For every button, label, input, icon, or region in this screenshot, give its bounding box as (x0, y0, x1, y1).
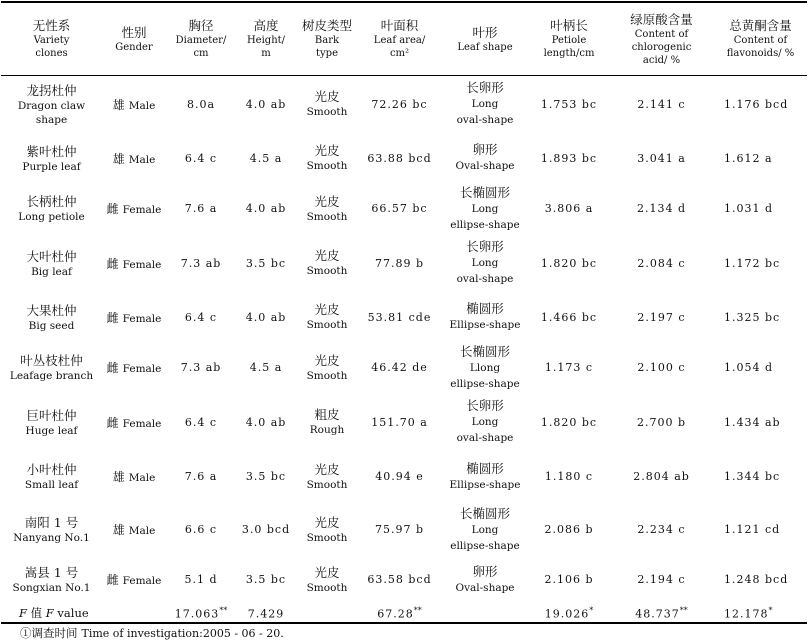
variety-name-cell: 叶丛枝杜仲 Leafage branch (9, 353, 94, 382)
bark-cell: 光皮 Smooth (306, 461, 348, 491)
flavonoids-cell: 1.172 bc (724, 256, 781, 270)
f-value-label: F 值 F value (19, 606, 89, 620)
bark-cell: 粗皮 Rough (309, 407, 345, 436)
gender-cell: 雄 Male (112, 97, 156, 112)
header-petiole: 叶柄长 Petiole length/cm (543, 18, 595, 59)
diameter-cell: 6.4 c (184, 310, 218, 324)
height-cell: 3.0 bcd (241, 523, 291, 536)
f-value-gender (102, 602, 166, 624)
table-row (1, 342, 807, 393)
header-height: 高度 Height/ m (246, 18, 286, 59)
leaf-area-cell: 46.42 de (371, 361, 428, 374)
flavonoids-cell: 1.176 bcd (724, 97, 789, 111)
leaf-area-cell: 72.26 bc (371, 97, 428, 111)
diameter-cell: 7.3 ab (180, 256, 222, 270)
bark-cell: 光皮 Smooth (306, 564, 348, 594)
leaf-shape-cell: 长卵形 Long oval-shape (456, 80, 514, 126)
f-value-leaf-area: 67.28** (377, 605, 422, 621)
bark-cell: 光皮 Smooth (306, 352, 348, 382)
height-cell: 4.0 ab (245, 97, 287, 111)
table-row (1, 292, 807, 342)
header-leaf-area: 叶面积 Leaf area/ cm² (373, 18, 426, 59)
petiole-cell: 2.086 b (544, 523, 594, 536)
gender-cell: 雌 Female (106, 415, 162, 430)
gender-cell: 雌 Female (106, 361, 162, 375)
leaf-shape-cell: 卵形 Oval-shape (455, 563, 515, 594)
petiole-cell: 1.893 bc (540, 151, 598, 165)
header-chlorogenic: 绿原酸含量 Content of chlorogenic acid/ % (630, 11, 693, 66)
header-leaf-shape: 叶形 Leaf shape (457, 24, 513, 53)
table-row (1, 502, 807, 557)
header-bark: 树皮类型 Bark type (301, 18, 352, 59)
variety-name-cell: 紫叶杜仲 Purple leaf (22, 143, 81, 173)
leaf-shape-cell: 椭圆形 Ellipse-shape (449, 460, 521, 491)
petiole-cell: 1.180 c (544, 470, 594, 483)
bark-cell: 光皮 Smooth (306, 514, 348, 544)
diameter-cell: 6.6 c (184, 523, 218, 536)
leaf-shape-cell: 长椭圆形 Long ellipse-shape (450, 184, 520, 231)
f-value-bark (296, 602, 358, 624)
gender-cell: 雄 Male (112, 470, 156, 484)
leaf-shape-cell: 长卵形 Long oval-shape (456, 398, 514, 444)
diameter-cell: 6.4 c (184, 415, 218, 429)
leaf-shape-cell: 卵形 Oval-shape (455, 142, 515, 172)
table-row (1, 183, 807, 234)
leaf-area-cell: 53.81 cde (367, 310, 432, 324)
table-row (1, 234, 807, 292)
height-cell: 3.5 bc (245, 470, 287, 483)
height-cell: 4.0 ab (245, 310, 287, 324)
table-row (1, 393, 807, 451)
height-cell: 3.5 bc (245, 256, 287, 270)
gender-cell: 雄 Male (112, 523, 156, 537)
diameter-cell: 5.1 d (184, 573, 218, 586)
f-value-leaf-shape (441, 602, 529, 624)
leaf-area-cell: 63.58 bcd (367, 573, 432, 586)
chlorogenic-cell: 2.134 d (636, 202, 687, 215)
table-row (1, 451, 807, 502)
height-cell: 4.0 ab (245, 415, 287, 429)
flavonoids-cell: 1.054 d (724, 361, 774, 374)
leaf-shape-cell: 长椭圆形 Llong ellipse-shape (450, 343, 520, 390)
table-row (1, 75, 807, 133)
leaf-area-cell: 40.94 e (375, 470, 424, 483)
header-variety: 无性系 Variety clones (32, 18, 71, 59)
petiole-cell: 1.466 bc (540, 310, 598, 324)
gender-cell: 雌 Female (106, 256, 162, 271)
leaf-shape-cell: 椭圆形 Ellipse-shape (449, 301, 521, 331)
variety-name-cell: 长柄杜仲 Long petiole (18, 194, 85, 223)
data-body (1, 75, 807, 602)
footnote: ①调查时间 Time of investigation:2005 - 06 - 20. (20, 626, 284, 640)
chlorogenic-cell: 2.194 c (637, 573, 686, 586)
diameter-cell: 7.6 a (184, 470, 218, 483)
chlorogenic-cell: 2.700 b (636, 415, 687, 429)
variety-name-cell: 龙拐杜仲 Dragon claw shape (17, 82, 86, 126)
flavonoids-cell: 1.248 bcd (724, 573, 789, 586)
leaf-area-cell: 66.57 bc (371, 202, 428, 215)
gender-cell: 雄 Male (112, 151, 156, 166)
bark-cell: 光皮 Smooth (306, 193, 348, 223)
bark-cell: 光皮 Smooth (306, 143, 348, 172)
petiole-cell: 1.820 bc (540, 415, 598, 429)
bark-cell: 光皮 Smooth (306, 89, 348, 118)
petiole-cell: 3.806 a (544, 202, 594, 215)
gender-cell: 雌 Female (106, 310, 162, 325)
chlorogenic-cell: 2.084 c (637, 256, 686, 270)
flavonoids-cell: 1.344 bc (724, 470, 781, 483)
leaf-area-cell: 75.97 b (374, 523, 425, 536)
f-value-flavonoids: 12.178* (724, 605, 773, 621)
variety-name-cell: 大叶杜仲 Big leaf (26, 248, 77, 278)
height-cell: 4.0 ab (245, 202, 287, 215)
diameter-cell: 7.6 a (184, 202, 218, 215)
variety-name-cell: 嵩县 1 号 Songxian No.1 (12, 565, 91, 594)
f-value-petiole: 19.026* (544, 605, 594, 621)
petiole-cell: 1.173 c (544, 361, 594, 374)
f-value-row (1, 602, 807, 624)
f-value-chlorogenic: 48.737** (635, 605, 688, 621)
gender-cell: 雌 Female (106, 573, 162, 587)
flavonoids-cell: 1.121 cd (724, 523, 781, 536)
height-cell: 4.5 a (249, 361, 283, 374)
chlorogenic-cell: 3.041 a (637, 151, 686, 165)
chlorogenic-cell: 2.197 c (637, 310, 686, 324)
bark-cell: 光皮 Smooth (306, 248, 348, 277)
diameter-cell: 6.4 c (184, 151, 218, 165)
flavonoids-cell: 1.031 d (724, 202, 774, 215)
chlorogenic-cell: 2.100 c (637, 361, 686, 374)
flavonoids-cell: 1.434 ab (724, 415, 781, 429)
leaf-shape-cell: 长卵形 Long oval-shape (456, 239, 514, 285)
diameter-cell: 7.3 ab (180, 361, 222, 374)
table-row (1, 557, 807, 602)
header-gender: 性别 Gender (115, 24, 153, 53)
header-row (1, 3, 807, 75)
flavonoids-cell: 1.612 a (724, 151, 773, 165)
height-cell: 3.5 bc (245, 573, 287, 586)
variety-table (1, 3, 807, 624)
bark-cell: 光皮 Smooth (306, 302, 348, 331)
f-value-diameter: 17.063** (174, 605, 228, 621)
table-row (1, 133, 807, 183)
variety-name-cell: 大果杜仲 Big seed (26, 302, 77, 332)
gender-cell: 雌 Female (106, 202, 162, 216)
height-cell: 4.5 a (249, 151, 283, 165)
leaf-area-cell: 77.89 b (374, 256, 425, 270)
leaf-shape-cell: 长椭圆形 Long ellipse-shape (450, 505, 520, 552)
leaf-area-cell: 63.88 bcd (367, 151, 432, 165)
f-value-height: 7.429 (247, 607, 285, 621)
petiole-cell: 1.820 bc (540, 256, 598, 270)
variety-name-cell: 巨叶杜仲 Huge leaf (25, 407, 78, 437)
leaf-area-cell: 151.70 a (371, 415, 428, 429)
chlorogenic-cell: 2.804 ab (633, 470, 690, 483)
variety-name-cell: 小叶杜仲 Small leaf (24, 462, 79, 491)
header-flavonoids: 总黄酮含量 Content of flavonoids/ % (726, 18, 795, 59)
variety-name-cell: 南阳 1 号 Nanyang No.1 (13, 515, 90, 544)
chlorogenic-cell: 2.234 c (637, 523, 686, 536)
petiole-cell: 1.753 bc (540, 97, 598, 111)
diameter-cell: 8.0a (186, 97, 216, 111)
header-diameter: 胸径 Diameter/ cm (175, 18, 227, 59)
petiole-cell: 2.106 b (544, 573, 594, 586)
chlorogenic-cell: 2.141 c (637, 97, 686, 111)
flavonoids-cell: 1.325 bc (724, 310, 781, 324)
